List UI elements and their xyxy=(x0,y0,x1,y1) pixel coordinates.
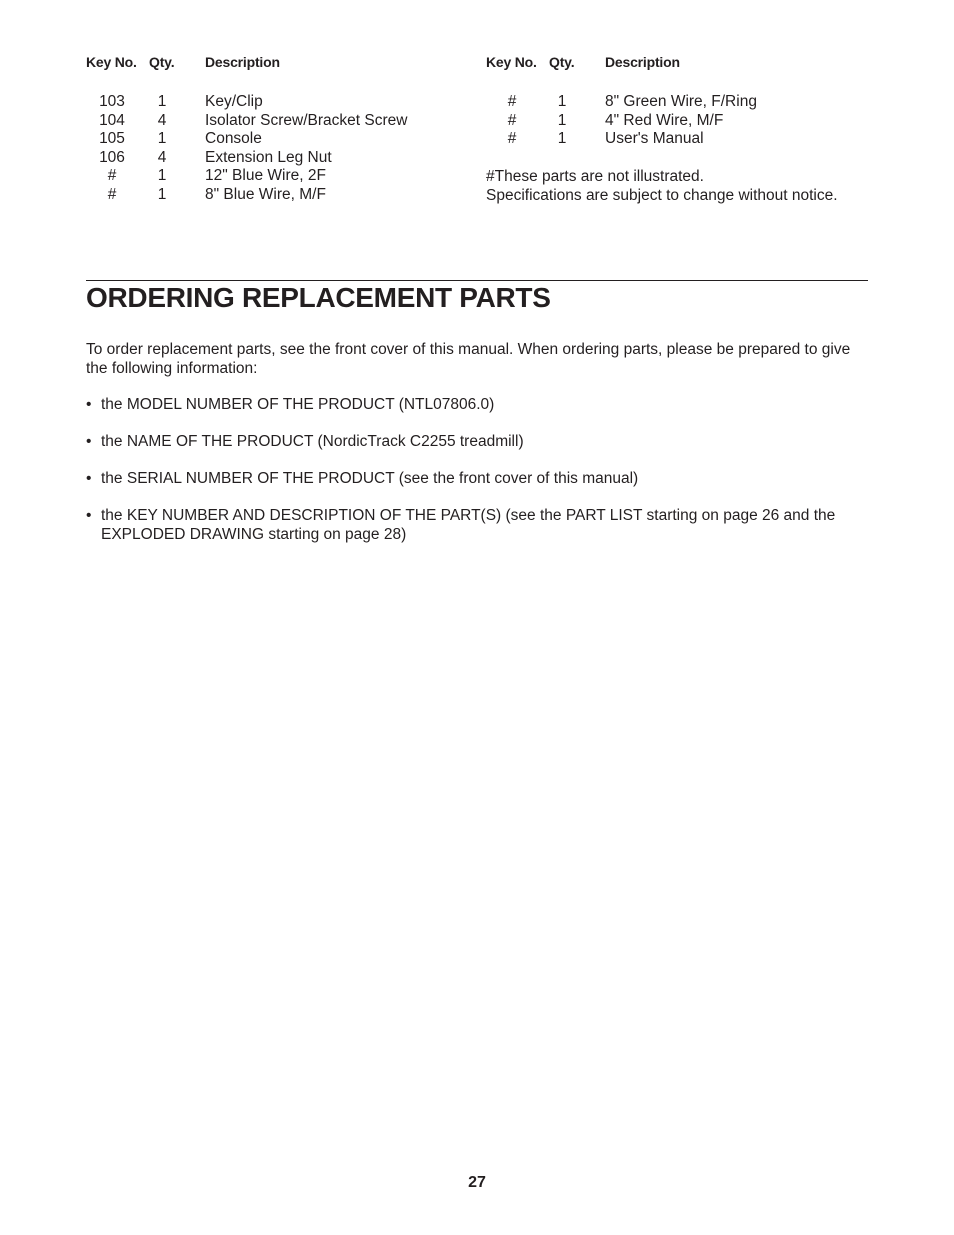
parts-rows-right xyxy=(486,93,866,149)
part-description: Extension Leg Nut xyxy=(205,148,332,166)
part-description: Key/Clip xyxy=(205,93,263,110)
part-description: 4" Red Wire, M/F xyxy=(605,111,724,129)
part-row xyxy=(486,93,866,112)
list-item-text: the NAME OF THE PRODUCT (NordicTrack C2255 treadmill) xyxy=(101,433,524,450)
section-divider xyxy=(86,280,868,281)
part-row xyxy=(86,112,466,131)
part-description: 12" Blue Wire, 2F xyxy=(205,167,326,185)
qty-header: Qty. xyxy=(149,54,175,70)
part-row xyxy=(86,130,466,149)
parts-notes xyxy=(486,167,866,205)
part-row xyxy=(86,149,466,168)
part-description: 8" Blue Wire, M/F xyxy=(205,185,326,203)
part-row xyxy=(86,186,466,205)
key-no-header: Key No. xyxy=(86,54,137,70)
part-key: # xyxy=(107,185,117,203)
part-row xyxy=(86,93,466,112)
part-row xyxy=(86,167,466,186)
part-qty: 4 xyxy=(157,148,167,166)
bullet: • xyxy=(86,433,92,450)
key-no-header: Key No. xyxy=(486,54,537,70)
part-key: # xyxy=(507,93,517,110)
bullet: • xyxy=(86,470,92,487)
specifications-note: Specifications are subject to change without notice. xyxy=(486,186,838,204)
part-qty: 1 xyxy=(557,130,567,148)
bullet: • xyxy=(86,507,92,524)
bullet: • xyxy=(86,396,92,413)
list-item-text: the KEY NUMBER AND DESCRIPTION OF THE PART(S) (see the PART LIST starting on page 26 and the EXPLODED DRAWING starting on page 28) xyxy=(101,507,836,543)
parts-rows-left xyxy=(86,93,466,205)
part-qty: 1 xyxy=(157,130,167,148)
parts-list-right-column xyxy=(486,54,866,205)
part-qty: 1 xyxy=(157,167,167,185)
list-item xyxy=(86,506,866,544)
information-list xyxy=(86,395,866,562)
list-item xyxy=(86,395,866,414)
description-header: Description xyxy=(205,54,280,70)
not-illustrated-note: #These parts are not illustrated. xyxy=(486,167,704,185)
description-header: Description xyxy=(605,54,680,70)
part-key: 103 xyxy=(99,93,125,110)
qty-header: Qty. xyxy=(549,54,575,70)
part-row xyxy=(486,130,866,149)
list-item-text: the SERIAL NUMBER OF THE PRODUCT (see the front cover of this manual) xyxy=(101,470,639,487)
part-qty: 1 xyxy=(557,111,567,129)
part-qty: 1 xyxy=(157,93,167,110)
part-key: 106 xyxy=(99,148,125,166)
parts-list-left-column xyxy=(86,54,466,205)
page-number: 27 xyxy=(468,1174,486,1191)
parts-list-header xyxy=(486,54,866,74)
part-row xyxy=(486,112,866,131)
part-qty: 4 xyxy=(157,111,167,129)
part-key: # xyxy=(507,111,517,129)
section-title: ORDERING REPLACEMENT PARTS xyxy=(86,282,551,313)
list-item xyxy=(86,469,866,488)
part-key: # xyxy=(107,167,117,185)
part-key: # xyxy=(507,130,517,148)
part-description: Isolator Screw/Bracket Screw xyxy=(205,111,408,129)
list-item xyxy=(86,432,866,451)
part-key: 105 xyxy=(99,130,125,148)
part-qty: 1 xyxy=(157,185,167,203)
intro-paragraph: To order replacement parts, see the front cover of this manual. When ordering parts, please be prepared to give the following information: xyxy=(86,341,851,377)
part-description: 8" Green Wire, F/Ring xyxy=(605,93,757,110)
list-item-text: the MODEL NUMBER OF THE PRODUCT (NTL07806.0) xyxy=(101,396,495,413)
part-description: Console xyxy=(205,130,262,148)
parts-list-header xyxy=(86,54,466,74)
part-description: User's Manual xyxy=(605,130,704,148)
part-qty: 1 xyxy=(557,93,567,110)
part-key: 104 xyxy=(99,111,125,129)
